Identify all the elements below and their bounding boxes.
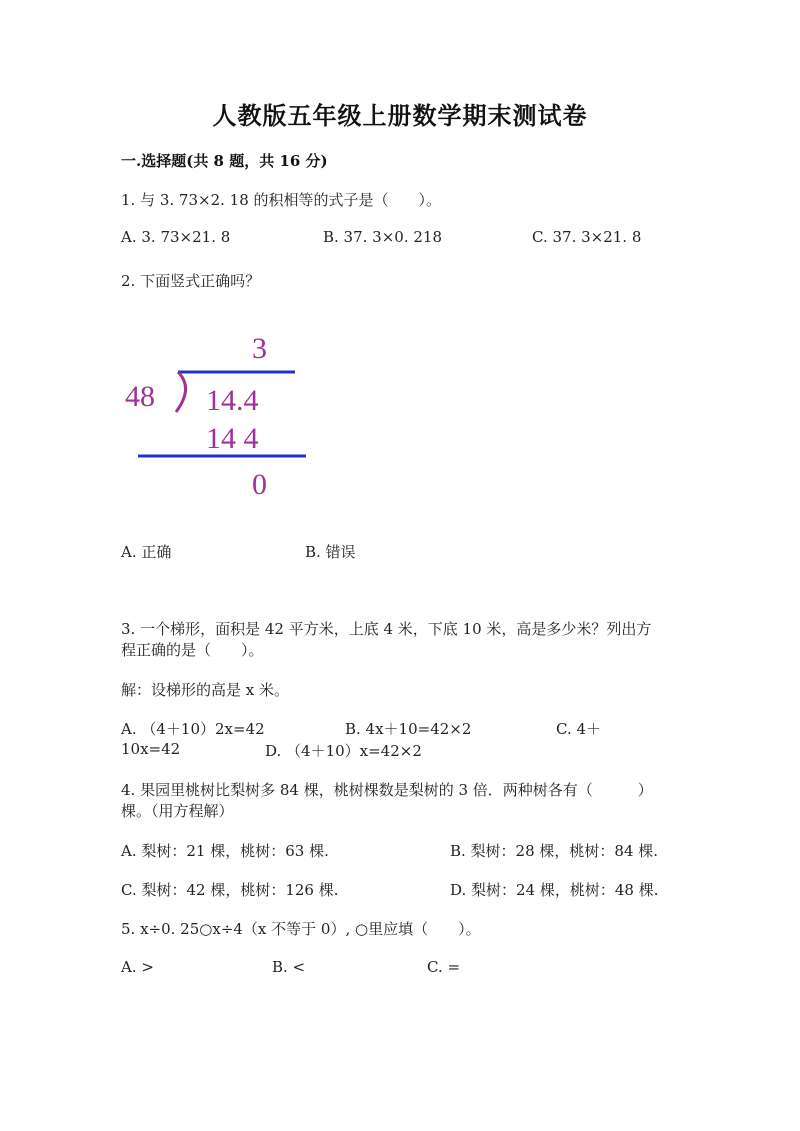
question-3-option-d[interactable]: D. （4＋10）x=42×2 bbox=[265, 742, 422, 760]
division-divisor: 48 bbox=[125, 380, 155, 413]
question-3-option-b[interactable]: B. 4x＋10=42×2 bbox=[345, 720, 472, 738]
division-remainder: 0 bbox=[252, 468, 267, 501]
question-3-text-line1: 3. 一个梯形，面积是 42 平方米，上底 4 米，下底 10 米，高是多少米？列出方 bbox=[121, 620, 652, 638]
question-3-option-c-part2[interactable]: 10x=42 bbox=[121, 740, 181, 758]
question-5-option-a[interactable]: A. > bbox=[121, 958, 154, 976]
page-title: 人教版五年级上册数学期末测试卷 bbox=[212, 101, 588, 130]
question-3-text-line2: 程正确的是（ ）。 bbox=[121, 641, 264, 659]
question-4-text-line2: 棵。（用方程解） bbox=[121, 802, 234, 820]
division-bracket bbox=[176, 372, 186, 412]
question-5-option-c[interactable]: C. = bbox=[427, 958, 461, 976]
question-4-text-line1: 4. 果园里桃树比梨树多 84 棵，桃树棵数是梨树的 3 倍．两种树各有（ ） bbox=[121, 781, 653, 799]
question-5-text: 5. x÷0. 25○x÷4（x 不等于 0）, ○里应填（ ）。 bbox=[121, 920, 481, 938]
division-quotient: 3 bbox=[252, 332, 267, 365]
question-3-option-a[interactable]: A. （4＋10）2x=42 bbox=[121, 720, 265, 738]
question-2-text: 2. 下面竖式正确吗？ bbox=[121, 272, 261, 290]
question-3-option-c-part1[interactable]: C. 4＋ bbox=[556, 720, 602, 738]
question-4-option-c[interactable]: C. 梨树：42 棵，桃树：126 棵. bbox=[121, 881, 339, 899]
question-2-option-b[interactable]: B. 错误 bbox=[305, 543, 356, 561]
question-1-text: 1. 与 3. 73×2. 18 的积相等的式子是（ ）。 bbox=[121, 191, 442, 209]
question-1-option-b[interactable]: B. 37. 3×0. 218 bbox=[323, 228, 443, 246]
question-4-option-d[interactable]: D. 梨树：24 棵，桃树：48 棵. bbox=[450, 881, 659, 899]
question-1-option-a[interactable]: A. 3. 73×21. 8 bbox=[121, 228, 231, 246]
question-3-hint: 解：设梯形的高是 x 米。 bbox=[121, 681, 289, 699]
division-product: 14 4 bbox=[206, 422, 259, 455]
section-heading: 一.选择题(共 8 题，共 16 分) bbox=[121, 152, 328, 170]
question-4-option-a[interactable]: A. 梨树：21 棵，桃树：63 棵. bbox=[121, 842, 329, 860]
long-division-figure bbox=[110, 320, 330, 520]
question-5-option-b[interactable]: B. < bbox=[272, 958, 306, 976]
question-2-option-a[interactable]: A. 正确 bbox=[121, 543, 172, 561]
question-1-option-c[interactable]: C. 37. 3×21. 8 bbox=[532, 228, 642, 246]
division-dividend: 14.4 bbox=[206, 384, 259, 417]
question-4-option-b[interactable]: B. 梨树：28 棵，桃树：84 棵. bbox=[450, 842, 659, 860]
